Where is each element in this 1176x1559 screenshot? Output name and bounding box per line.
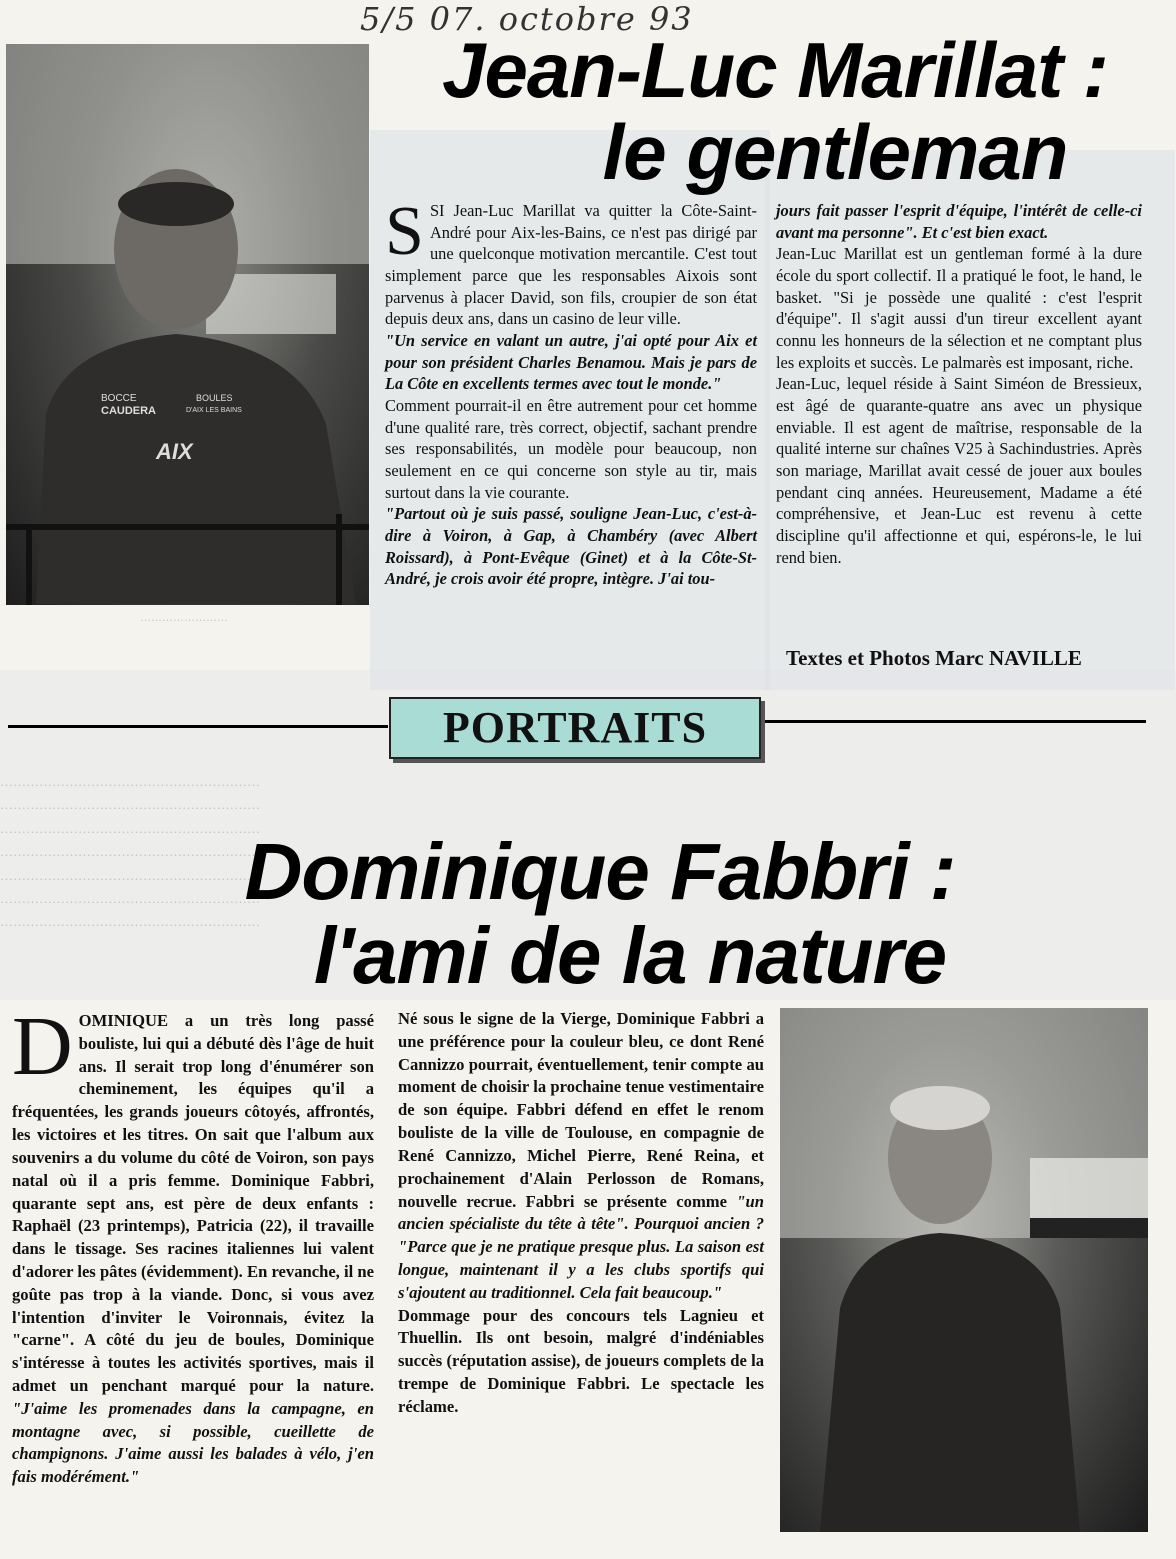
article1-column1: SSI Jean-Luc Marillat va quitter la Côte-Saint-André pour Aix-les-Bains, ce n'est pas dirigé par une quelconque motivation mercantile. C'est tout simplement parce que les responsables Aixois sont parvenus à placer David, son fils, croupier de son état depuis deux ans, dans un casino de leur ville. "Un service en valant un autre, j'ai opté pour Aix et pour son président Charles Benamou. Mais je pars de La Côte en excellents termes avec tout le monde." Comment pourrait-il en être autrement pour cet homme d'une qualité rare, très correct, objectif, sachant prendre ses responsabilités, un modèle pour beaucoup, non seulement en ce qui concerne son style au tir, mais surtout dans la vie courante. "Partout où je suis passé, souligne Jean-Luc, c'est-à-dire à Voiron, à Gap, à Chambéry (avec Albert Roissard), à Pont-Evêque (Ginet) et à la Côte-St-André, je crois avoir été propre, intègre. J'ai tou- <box>385 193 757 589</box>
article1-credit: Textes et Photos Marc NAVILLE <box>786 646 1082 670</box>
shirt-text-caudera: CAUDERA <box>101 405 156 417</box>
article2-title-line1: Dominique Fabbri : <box>244 827 956 916</box>
article1-para1: SI Jean-Luc Marillat va quitter la Côte-Saint-André pour Aix-les-Bains, ce n'est pas dirigé par une quelconque motivation mercantile. C'est tout simplement parce que les responsables Aixois sont parvenus à placer David, son fils, croupier de son état depuis deux ans, dans un casino de leur ville. <box>385 201 757 329</box>
article1-para2: Comment pourrait-il en être autrement pour cet homme d'une qualité rare, très correct, objectif, sachant prendre ses responsabilités, un modèle pour beaucoup, non seulement en ce qui concerne son style au tir, mais surtout dans la vie courante. <box>385 395 757 502</box>
article2-para1: OMINIQUE a un très long passé bouliste, lui qui a débuté dès l'âge de huit ans. Il serait trop long d'énumérer son cheminement, les équipes qu'il a fréquentées, les grands joueurs côtoyés, affrontés, les victoires et les titres. On sait que l'album aux souvenirs a du volume du côté de Voiron, son pays natal où il a pris femme. Dominique Fabbri, quarante sept ans, est père de deux enfants : Raphaël (23 printemps), Patricia (22), il travaille dans le tissage. Ses racines italiennes lui valent d'adorer les pâtes (évidemment). En revanche, il ne goûte pas trop à la viande. Donc, si vous avez l'intention d'inviter le Voironnais, évitez la "carne". A côté du jeu de boules, Dominique s'intéresse à toutes les activités sportives, mais il admet un penchant marqué pour la nature. <box>12 1011 374 1395</box>
article2-quote3: "Parce que je ne pratique presque plus. La saison est longue, maintenant il y a les clubs sportifs qui s'ajoutent au traditionnel. Cela fait beaucoup." <box>398 1237 764 1302</box>
section-rule-left <box>8 725 388 728</box>
article1-column2 <box>776 200 1142 568</box>
section-banner-portraits: PORTRAITS <box>389 697 761 759</box>
article1-quote2: "Partout où je suis passé, souligne Jean-Luc, c'est-à-dire à Voiron, à Gap, à Chambéry (avec Albert Roissard), à Pont-Evêque (Ginet) et à la Côte-St-André, je crois avoir été propre, intègre. J'ai tou- <box>385 504 757 589</box>
article1-quote1: "Un service en valant un autre, j'ai opté pour Aix et pour son président Charles Benamou. Mais je pars de La Côte en excellents termes avec tout le monde." <box>385 330 757 394</box>
article1-col2-para1: Jean-Luc Marillat est un gentleman formé à la dure école du sport collectif. Il a pratiqué le foot, le hand, le basket. "Si je possède une qualité : c'est l'esprit d'équipe". Il s'agit aussi d'un tireur excellent ayant connu les honneurs de la sélection et ne comptant plus les exploits et succès. Le palmarès est imposant, riche. <box>776 244 1142 372</box>
article1-col2-para2: Jean-Luc, lequel réside à Saint Siméon de Bressieux, est âgé de quarante-quatre ans avec un physique enviable. Il est agent de maîtrise, responsable de la qualité interne sur chaînes V25 à Sachindustries. Après son mariage, Marillat avait cessé de jouer aux boules pendant cinq années. Heureusement, Madame a été compréhensive, et Jean-Luc est revenu à cette discipline qu'il affectionne et qui, espérons-le, le lui rend bien. <box>776 374 1142 567</box>
article2-para2: Né sous le signe de la Vierge, Dominique Fabbri a une préférence pour la couleur bleu, ce dont René Cannizzo pourrait, éventuellement, tenir compte au moment de choisir la prochaine tenue vestimentaire de son équipe. Fabbri défend en effet le renom bouliste de la ville de Toulouse, en compagnie de René Cannizzo, Michel Pierre, René Reina, et prochainement d'Alain Perlosson de Romans, nouvelle recrue. Fabbri se présente comme <box>398 1009 764 1211</box>
article1-title-line2: le gentleman <box>602 107 1068 196</box>
photo-caption-faint: …………………… <box>140 612 228 624</box>
player-illustration-2 <box>780 1008 1148 1532</box>
article2-dropcap: D <box>12 1000 73 1093</box>
photo-jean-luc-marillat <box>6 44 369 605</box>
section-rule-right <box>760 720 1146 723</box>
shirt-text-aix-les-bains: D'AIX LES BAINS <box>186 407 242 414</box>
article2-quote1: "J'aime les promenades dans la campagne, en montagne avec, si possible, cueillette de champignons. J'aime aussi les balades à vélo, j'en fais modérément." <box>12 1398 374 1487</box>
article1-col2-quote: jours fait passer l'esprit d'équipe, l'intérêt de celle-ci avant ma personne". Et c'est bien exact. <box>776 201 1142 242</box>
article1-title <box>380 26 1170 196</box>
shirt-text-boules: BOULES <box>196 393 233 403</box>
article2-para3: Dommage pour des concours tels Lagnieu et Thuellin. Ils ont besoin, malgré d'indéniables succès (réputation assise), de joueurs complets de la trempe de Dominique Fabbri. Le spectacle les réclame. <box>398 1305 764 1416</box>
article2-title <box>160 827 1040 1000</box>
photo-dominique-fabbri <box>780 1008 1148 1532</box>
article2-quote2: "un ancien spécialiste du tête à tête". Pourquoi ancien ? <box>398 1191 764 1234</box>
article1-title-line1: Jean-Luc Marillat : <box>442 26 1108 114</box>
article2-title-line2: l'ami de la nature <box>313 911 947 1000</box>
shirt-text-bocce: BOCCE <box>101 393 137 404</box>
player-illustration <box>6 44 369 605</box>
handwritten-date: 5/5 07. octobre 93 <box>360 0 694 38</box>
bleed-text-left: …………………………………………………… …………………………………………………… …………………………………………………… …………………………………………………… …………………………………………………… …………………………………………………… …………………………………………………… <box>0 774 260 930</box>
article2-column2 <box>398 1008 764 1419</box>
article2-column1 <box>12 1000 374 1489</box>
club-logo: AIX <box>156 439 193 464</box>
